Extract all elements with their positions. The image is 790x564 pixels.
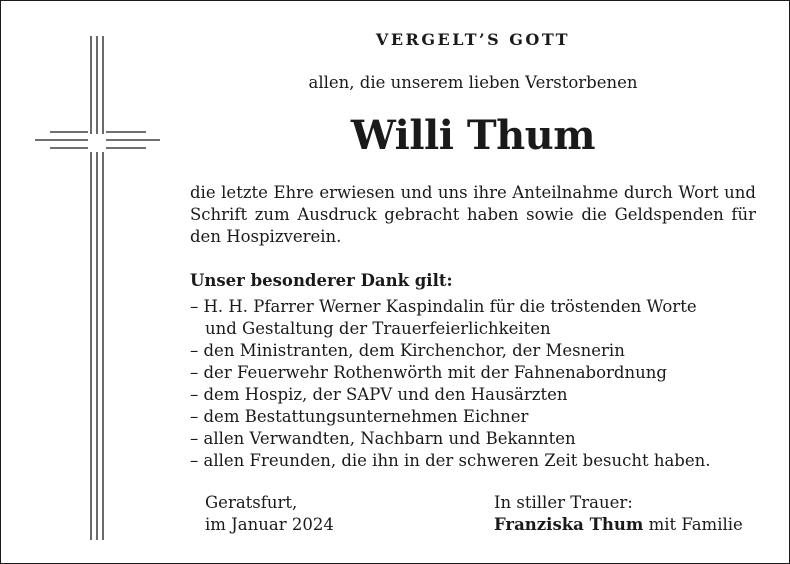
deceased-name: Willi Thum — [350, 112, 596, 159]
place: Geratsfurt, — [205, 493, 298, 512]
list-item — [190, 296, 762, 340]
thanks-list — [190, 296, 762, 472]
list-item: – dem Bestattungsunternehmen Eichner — [190, 407, 529, 426]
heading: VERGELT’S GOTT — [375, 30, 571, 49]
list-item: – den Ministranten, dem Kirchenchor, der Mesnerin — [190, 341, 625, 360]
place-date-block — [205, 492, 334, 536]
mourners-block — [494, 492, 743, 536]
list-item-continuation: und Gestaltung der Trauerfeierlichkeiten — [205, 319, 551, 338]
mourner-suffix: mit Familie — [643, 515, 743, 534]
intro-text: allen, die unserem lieben Verstorbenen — [308, 73, 638, 92]
mourning-label: In stiller Trauer: — [494, 493, 633, 512]
list-item-text: – H. H. Pfarrer Werner Kaspindalin für die tröstenden Worte — [190, 297, 697, 316]
list-item: – dem Hospiz, der SAPV und den Hausärzten — [190, 385, 568, 404]
body-text: die letzte Ehre erwiesen und uns ihre Anteilnahme durch Wort und Schrift zum Ausdruck gebracht haben sowie die Geldspenden für den Hospizverein. — [190, 183, 756, 246]
list-item: – allen Freunden, die ihn in der schweren Zeit besucht haben. — [190, 451, 711, 470]
list-item: – allen Verwandten, Nachbarn und Bekannten — [190, 429, 576, 448]
date: im Januar 2024 — [205, 515, 334, 534]
cross-icon — [0, 0, 190, 564]
list-item: – der Feuerwehr Rothenwörth mit der Fahnenabordnung — [190, 363, 667, 382]
mourner-name: Franziska Thum — [494, 515, 644, 534]
thanks-title: Unser besonderer Dank gilt: — [190, 271, 453, 290]
mourner-line — [494, 514, 743, 536]
